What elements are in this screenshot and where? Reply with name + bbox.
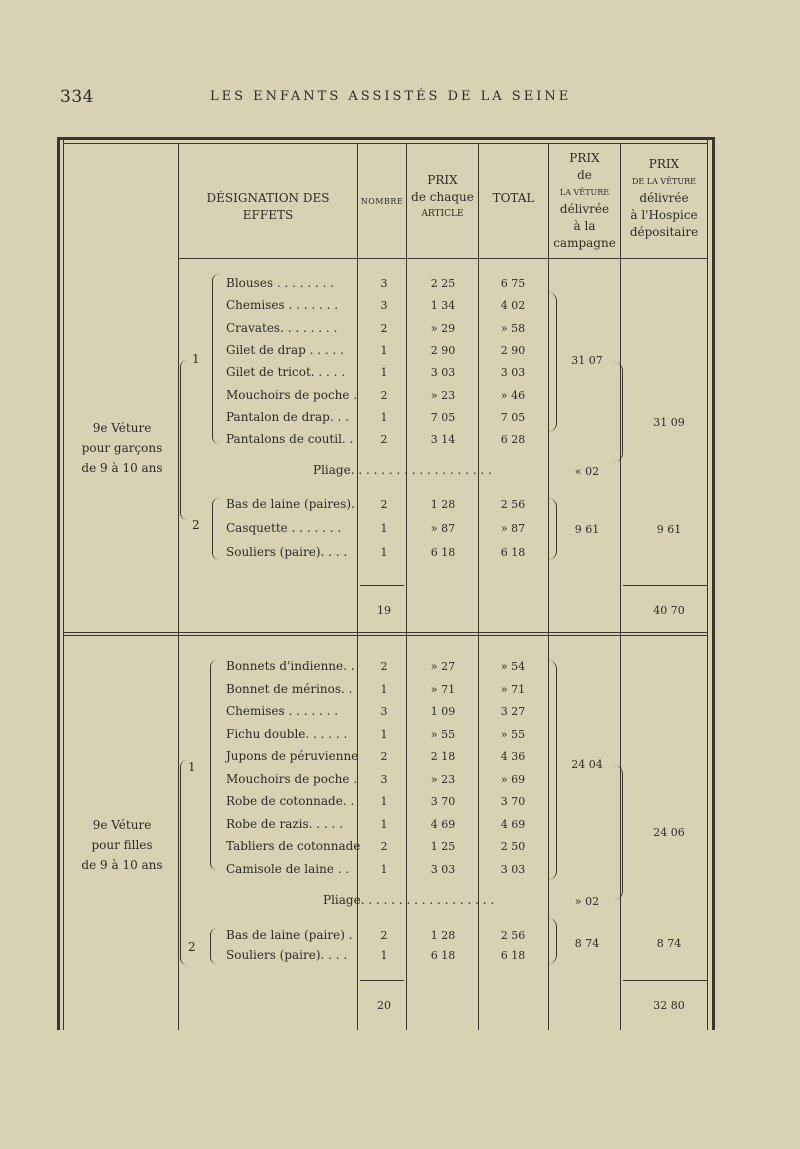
table-row-prix: » 71 — [430, 682, 456, 696]
table-row-nombre: 2 — [380, 660, 388, 673]
table-row-total: 3 03 — [500, 366, 526, 380]
section2-group2-number: 2 — [188, 940, 196, 954]
table-row-nombre: 2 — [380, 498, 388, 511]
table-row-prix: » 29 — [430, 321, 456, 335]
table-row-prix: 1 34 — [430, 299, 456, 313]
table-row-total: 6 75 — [500, 277, 526, 290]
table-row-prix: » 23 — [430, 388, 456, 402]
table-row-item: Pantalons de coutil. . — [226, 432, 354, 447]
section2-pliage-label: Pliage. . . . . . . . . . . . . . . . . . — [323, 893, 495, 907]
table-row-prix: 6 18 — [430, 949, 456, 962]
section2-group2-brace — [210, 928, 217, 964]
section1-sum-nombre: 19 — [377, 604, 391, 617]
table-row-total: 2 56 — [500, 498, 526, 511]
header-designation: DÉSIGNATION DES EFFETS — [206, 191, 330, 222]
table-row-item: Bas de laine (paires). — [226, 497, 355, 511]
section2-label-line2: pour filles — [91, 838, 153, 852]
table-row-nombre: 1 — [380, 410, 388, 424]
header-prix-article-line1: PRIX — [427, 173, 458, 187]
table-row-item: Gilet de drap . . . . . — [226, 342, 344, 357]
table-row-item: Mouchoirs de poche . — [226, 771, 358, 786]
table-row-nombre: 1 — [380, 546, 388, 559]
table-row-nombre: 1 — [380, 727, 388, 741]
table-row-item: Blouses . . . . . . . . — [226, 276, 335, 290]
table-row-nombre: 3 — [380, 772, 388, 786]
section2-sum-hospice: 32 80 — [653, 999, 685, 1012]
section1-label — [66, 418, 178, 478]
header-hospice-line1: PRIX — [648, 157, 680, 171]
table-row-total: 3 70 — [500, 795, 526, 808]
table-row-prix: 3 03 — [430, 862, 456, 876]
table-row-item: Souliers (paire). . . . — [226, 948, 348, 962]
header-campagne-line1: PRIX — [569, 151, 600, 165]
table-row-nombre: 2 — [380, 321, 388, 335]
section1-pliage-label: Pliage. . . . . . . . . . . . . . . . . . . — [313, 463, 492, 477]
table-row-prix: 2 18 — [430, 750, 456, 763]
table-row-nombre: 3 — [380, 277, 388, 290]
table-row-item: Chemises . . . . . . . — [226, 704, 339, 718]
table-row-total: 2 90 — [500, 343, 526, 357]
table-row-item: Mouchoirs de poche . — [226, 387, 358, 402]
table-row-total: » 58 — [500, 321, 526, 335]
table-row-prix: 1 28 — [430, 929, 456, 942]
table-row-prix: 3 14 — [430, 433, 456, 447]
table-row-item: Tabliers de cotonnade — [226, 839, 361, 853]
table-row-total: 7 05 — [500, 410, 526, 424]
header-hospice-line4: à l'Hospice — [630, 208, 698, 222]
section2-hospice-brace — [614, 765, 623, 900]
table-row-prix: » 87 — [430, 522, 456, 535]
table-row-nombre: 2 — [380, 840, 388, 853]
section1-group1-total-brace — [548, 292, 557, 432]
table-row-prix: 1 09 — [430, 705, 456, 718]
section1-label-line3: de 9 à 10 ans — [81, 461, 163, 475]
table-row-total: » 69 — [500, 772, 526, 786]
table-row-nombre: 2 — [380, 388, 388, 402]
section1-brace — [180, 360, 187, 520]
table-row-total: 2 50 — [500, 840, 526, 853]
table-row-prix: » 23 — [430, 772, 456, 786]
section1-group1-brace — [212, 274, 219, 444]
section1-group2-campagne: 9 61 — [574, 523, 600, 536]
section2-label-line3: de 9 à 10 ans — [81, 858, 163, 872]
table-row-nombre: 1 — [380, 862, 388, 876]
section1-label-line1: 9e Véture — [92, 421, 152, 435]
table-row-item: Casquette . . . . . . . — [226, 521, 342, 535]
table-row-prix: 1 25 — [430, 840, 456, 853]
table-row-item: Robe de razis. . . . . — [226, 816, 343, 831]
header-campagne-line6: campagne — [553, 236, 616, 250]
table-row-total: » 54 — [500, 660, 526, 673]
header-prix-campagne — [549, 150, 620, 252]
section1-hospice-total: 31 09 — [653, 416, 685, 429]
section1-group1-campagne: 31 07 — [571, 354, 603, 367]
section2-sum-nombre: 20 — [377, 999, 391, 1012]
section2-group1-number: 1 — [188, 760, 196, 774]
table-row-item: Gilet de tricot. . . . . — [226, 365, 346, 380]
table-row-item: Chemises . . . . . . . — [226, 298, 339, 313]
table-row-nombre: 1 — [380, 343, 388, 357]
table-row-nombre: 1 — [380, 949, 388, 962]
table-row-total: » 71 — [500, 682, 526, 696]
section2-hospice-total: 24 06 — [653, 826, 685, 839]
table-row-nombre: 1 — [380, 366, 388, 380]
table-row-prix: 2 25 — [430, 277, 456, 290]
section2-group2-total-brace — [548, 918, 557, 964]
header-hospice-line2: DE LA VÊTURE — [632, 177, 696, 186]
header-prix-article — [407, 172, 478, 223]
table-row-prix: 7 05 — [430, 410, 456, 424]
section1-pliage-value: « 02 — [574, 465, 600, 478]
table-row-nombre: 1 — [380, 795, 388, 808]
running-head: LES ENFANTS ASSISTÉS DE LA SEINE — [210, 89, 572, 104]
table-row-total: 6 28 — [500, 433, 526, 447]
table-row-nombre: 3 — [380, 705, 388, 718]
table-row-nombre: 2 — [380, 433, 388, 447]
section2-group1-campagne: 24 04 — [571, 758, 603, 771]
header-campagne-line4: délivrée — [559, 202, 610, 216]
section1-sum-hospice: 40 70 — [653, 604, 685, 617]
table-row-prix: 4 69 — [430, 817, 456, 831]
header-prix-hospice — [621, 156, 707, 241]
table-row-prix: 2 90 — [430, 343, 456, 357]
table-row-nombre: 1 — [380, 522, 388, 535]
table-row-total: » 55 — [500, 727, 526, 741]
section2-label — [66, 815, 178, 875]
table-row-prix: 3 70 — [430, 795, 456, 808]
table-row-item: Fichu double. . . . . . — [226, 726, 348, 741]
table-row-total: 2 56 — [500, 929, 526, 942]
table-row-item: Robe de cotonnade. . — [226, 794, 355, 808]
section2-group1-total-brace — [548, 660, 557, 880]
header-total: TOTAL — [492, 191, 535, 205]
table-row-prix: » 55 — [430, 727, 456, 741]
table-row-nombre: 3 — [380, 299, 388, 313]
section2-label-line1: 9e Véture — [92, 818, 152, 832]
section1-group2-number: 2 — [192, 518, 200, 532]
section2-group2-campagne: 8 74 — [574, 937, 600, 950]
section2-brace — [180, 760, 187, 965]
table-row-item: Souliers (paire). . . . — [226, 545, 348, 559]
header-nombre: NOMBRE — [360, 197, 404, 206]
table-row-total: » 46 — [500, 388, 526, 402]
table-row-item: Jupons de péruvienne — [226, 749, 359, 763]
section1-group2-hospice: 9 61 — [656, 523, 682, 536]
section1-group1-number: 1 — [192, 352, 200, 366]
section2-pliage-value: » 02 — [574, 895, 600, 908]
table-row-item: Pantalon de drap. . . — [226, 409, 349, 424]
header-campagne-line3: LA VÊTURE — [559, 188, 610, 197]
table-row-total: 6 18 — [500, 949, 526, 962]
header-campagne-line2: de — [577, 168, 592, 182]
header-prix-article-line2: de chaque — [411, 190, 474, 204]
table-row-total: 3 27 — [500, 705, 526, 718]
table-row-nombre: 2 — [380, 750, 388, 763]
table-row-total: 4 36 — [500, 750, 526, 763]
section1-hospice-brace — [614, 362, 623, 462]
table-row-total: 4 02 — [500, 299, 526, 313]
table-row-item: Bonnets d'indienne. . — [226, 659, 355, 673]
table-row-prix: 6 18 — [430, 546, 456, 559]
section2-group1-brace — [210, 660, 217, 870]
table-row-total: » 87 — [500, 522, 526, 535]
table-row-nombre: 1 — [380, 817, 388, 831]
table-row-nombre: 1 — [380, 682, 388, 696]
header-hospice-line5: dépositaire — [629, 225, 699, 239]
table-row-item: Bonnet de mérinos. . — [226, 681, 353, 696]
section1-label-line2: pour garçons — [81, 441, 163, 455]
table-row-prix: 1 28 — [430, 498, 456, 511]
section1-group2-brace — [212, 498, 219, 560]
table-row-item: Cravates. . . . . . . . — [226, 320, 338, 335]
table-row-prix: 3 03 — [430, 366, 456, 380]
section2-group2-hospice: 8 74 — [656, 937, 682, 950]
page-number: 334 — [60, 87, 94, 107]
header-campagne-line5: à la — [573, 219, 596, 233]
table-row-item: Camisole de laine . . — [226, 861, 350, 876]
table-row-total: 6 18 — [500, 546, 526, 559]
table-row-total: 4 69 — [500, 817, 526, 831]
table-row-nombre: 2 — [380, 929, 388, 942]
table-row-total: 3 03 — [500, 862, 526, 876]
header-hospice-line3: délivrée — [639, 191, 689, 205]
header-prix-article-line3: ARTICLE — [421, 209, 464, 219]
table-row-prix: » 27 — [430, 660, 456, 673]
section1-group2-total-brace — [548, 498, 557, 560]
table-row-item: Bas de laine (paire) . — [226, 928, 353, 942]
